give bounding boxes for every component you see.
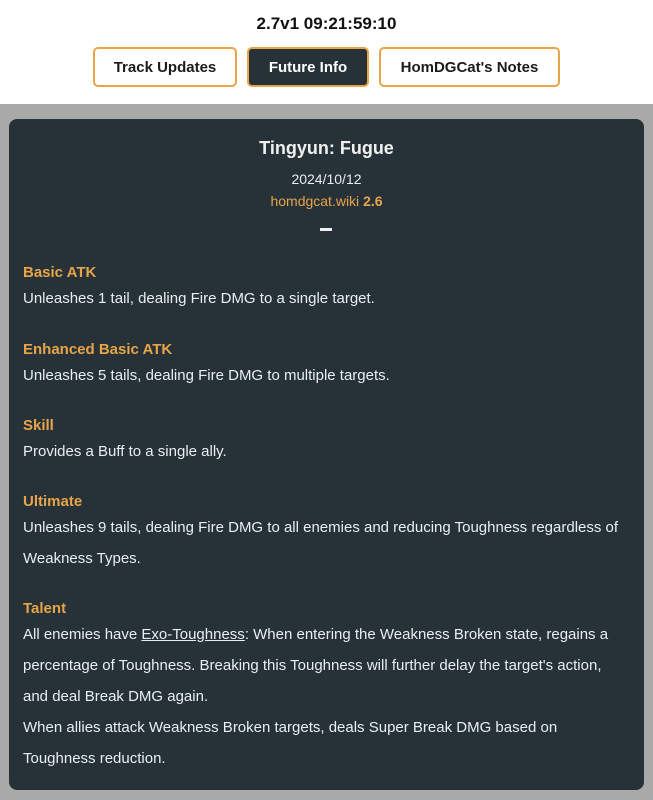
track-updates-button[interactable]: Track Updates — [93, 47, 237, 87]
source-link[interactable] — [9, 193, 644, 209]
exo-toughness-link[interactable]: Exo-Toughness — [141, 626, 245, 643]
section-text: Unleashes 5 tails, dealing Fire DMG to multiple targets. — [23, 367, 390, 384]
source-version: 2.6 — [363, 193, 383, 209]
section-enhanced-basic-atk — [23, 341, 630, 391]
nav-buttons — [0, 47, 653, 87]
section-text-line: Weakness Types. — [23, 550, 141, 567]
section-text-line: When allies attack Weakness Broken targets, deals Super Break DMG based on — [23, 719, 558, 736]
section-text: Unleashes 1 tail, dealing Fire DMG to a single target. — [23, 290, 375, 307]
source-site[interactable]: homdgcat.wiki — [270, 193, 360, 209]
character-card — [9, 119, 644, 790]
section-text-line: percentage of Toughness. Breaking this Toughness will further delay the target's action, — [23, 657, 602, 674]
section-basic-atk — [23, 264, 630, 314]
notes-button[interactable]: HomDGCat's Notes — [379, 47, 560, 87]
section-text-line — [23, 619, 630, 650]
section-heading: Basic ATK — [23, 264, 97, 281]
section-heading: Enhanced Basic ATK — [23, 341, 173, 358]
section-text-line: Toughness reduction. — [23, 750, 166, 767]
section-text-line: and deal Break DMG again. — [23, 688, 209, 705]
section-text-line: Unleashes 9 tails, dealing Fire DMG to all enemies and reducing Toughness regardless of — [23, 519, 619, 536]
section-skill — [23, 417, 630, 467]
card-title: Tingyun: Fugue — [259, 138, 394, 158]
section-heading: Ultimate — [23, 493, 83, 510]
top-bar — [0, 0, 653, 104]
divider-dash — [320, 228, 332, 231]
card-date: 2024/10/12 — [291, 171, 362, 187]
talent-prefix: All enemies have — [23, 626, 142, 643]
section-ultimate — [23, 493, 630, 574]
section-talent — [23, 600, 630, 774]
section-heading: Talent — [23, 600, 67, 617]
version-timer: 2.7v1 09:21:59:10 — [256, 14, 397, 33]
talent-line1-rest: : When entering the Weakness Broken state, regains a — [244, 626, 609, 643]
section-heading: Skill — [23, 417, 54, 434]
future-info-button[interactable]: Future Info — [247, 47, 369, 87]
section-text: Provides a Buff to a single ally. — [23, 443, 227, 460]
